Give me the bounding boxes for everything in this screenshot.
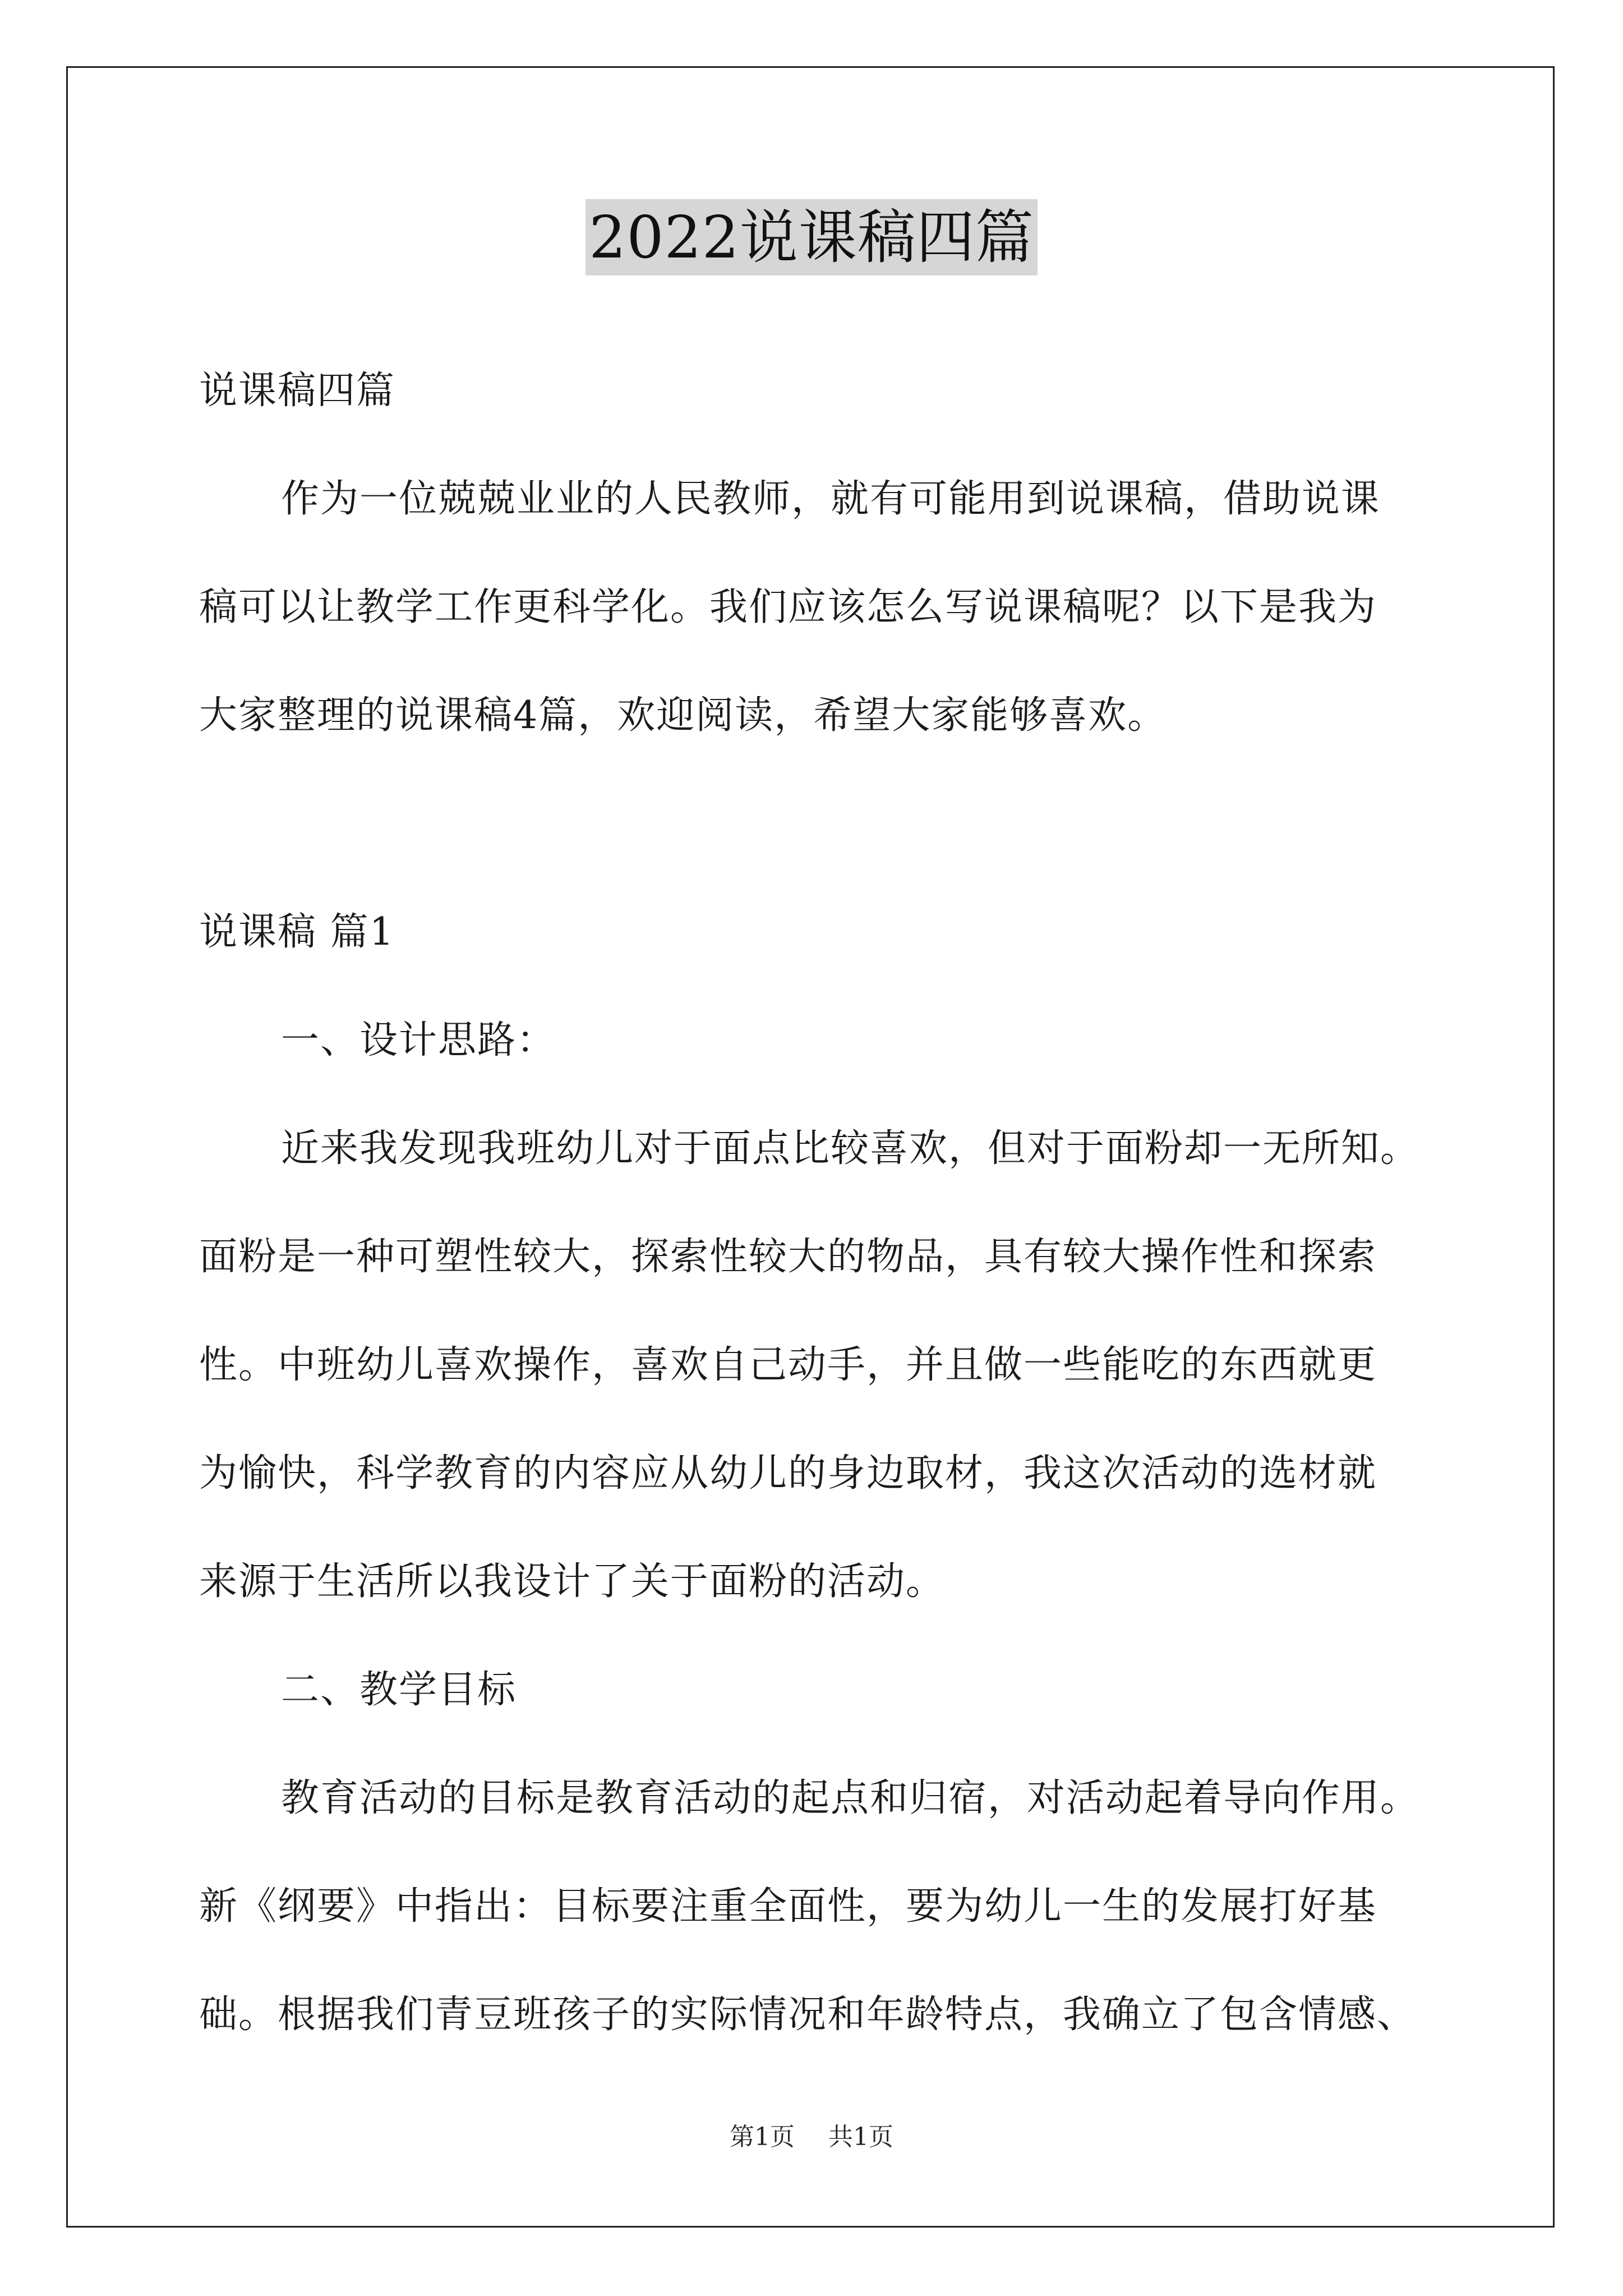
- body-line: 为愉快，科学教育的内容应从幼儿的身边取材，我这次活动的选材就: [199, 1451, 1377, 1496]
- document-body: [199, 337, 1433, 2069]
- intro-line: 作为一位兢兢业业的人民教师，就有可能用到说课稿，借助说课: [281, 477, 1381, 521]
- body-line: 础。根据我们青豆班孩子的实际情况和年龄特点，我确立了包含情感、: [199, 1993, 1417, 2037]
- page-number: 第1页: [730, 2123, 795, 2151]
- blank-line: [199, 770, 1433, 878]
- body-line: 面粉是一种可塑性较大，探索性较大的物品，具有较大操作性和探索: [199, 1235, 1377, 1279]
- subheading: 一、设计思路：: [281, 1018, 556, 1062]
- document-title: 2022说课稿四篇: [585, 199, 1038, 275]
- subtitle: 说课稿四篇: [199, 369, 396, 413]
- section-heading: 说课稿 篇1: [199, 910, 395, 954]
- subheading: 二、教学目标: [281, 1668, 517, 1712]
- body-line: 性。中班幼儿喜欢操作，喜欢自己动手，并且做一些能吃的东西就更: [199, 1343, 1377, 1387]
- page-footer: [0, 2120, 1623, 2154]
- body-line: 近来我发现我班幼儿对于面点比较喜欢，但对于面粉却一无所知。: [281, 1126, 1420, 1171]
- intro-line: 稿可以让教学工作更科学化。我们应该怎么写说课稿呢？以下是我为: [199, 585, 1377, 629]
- intro-line: 大家整理的说课稿4篇，欢迎阅读，希望大家能够喜欢。: [199, 693, 1167, 738]
- title-area: [0, 199, 1623, 275]
- body-line: 来源于生活所以我设计了关于面粉的活动。: [199, 1559, 946, 1604]
- body-line: 新《纲要》中指出：目标要注重全面性，要为幼儿一生的发展打好基: [199, 1884, 1377, 1929]
- page-count: 共1页: [828, 2123, 893, 2151]
- body-line: 教育活动的目标是教育活动的起点和归宿，对活动起着导向作用。: [281, 1776, 1420, 1820]
